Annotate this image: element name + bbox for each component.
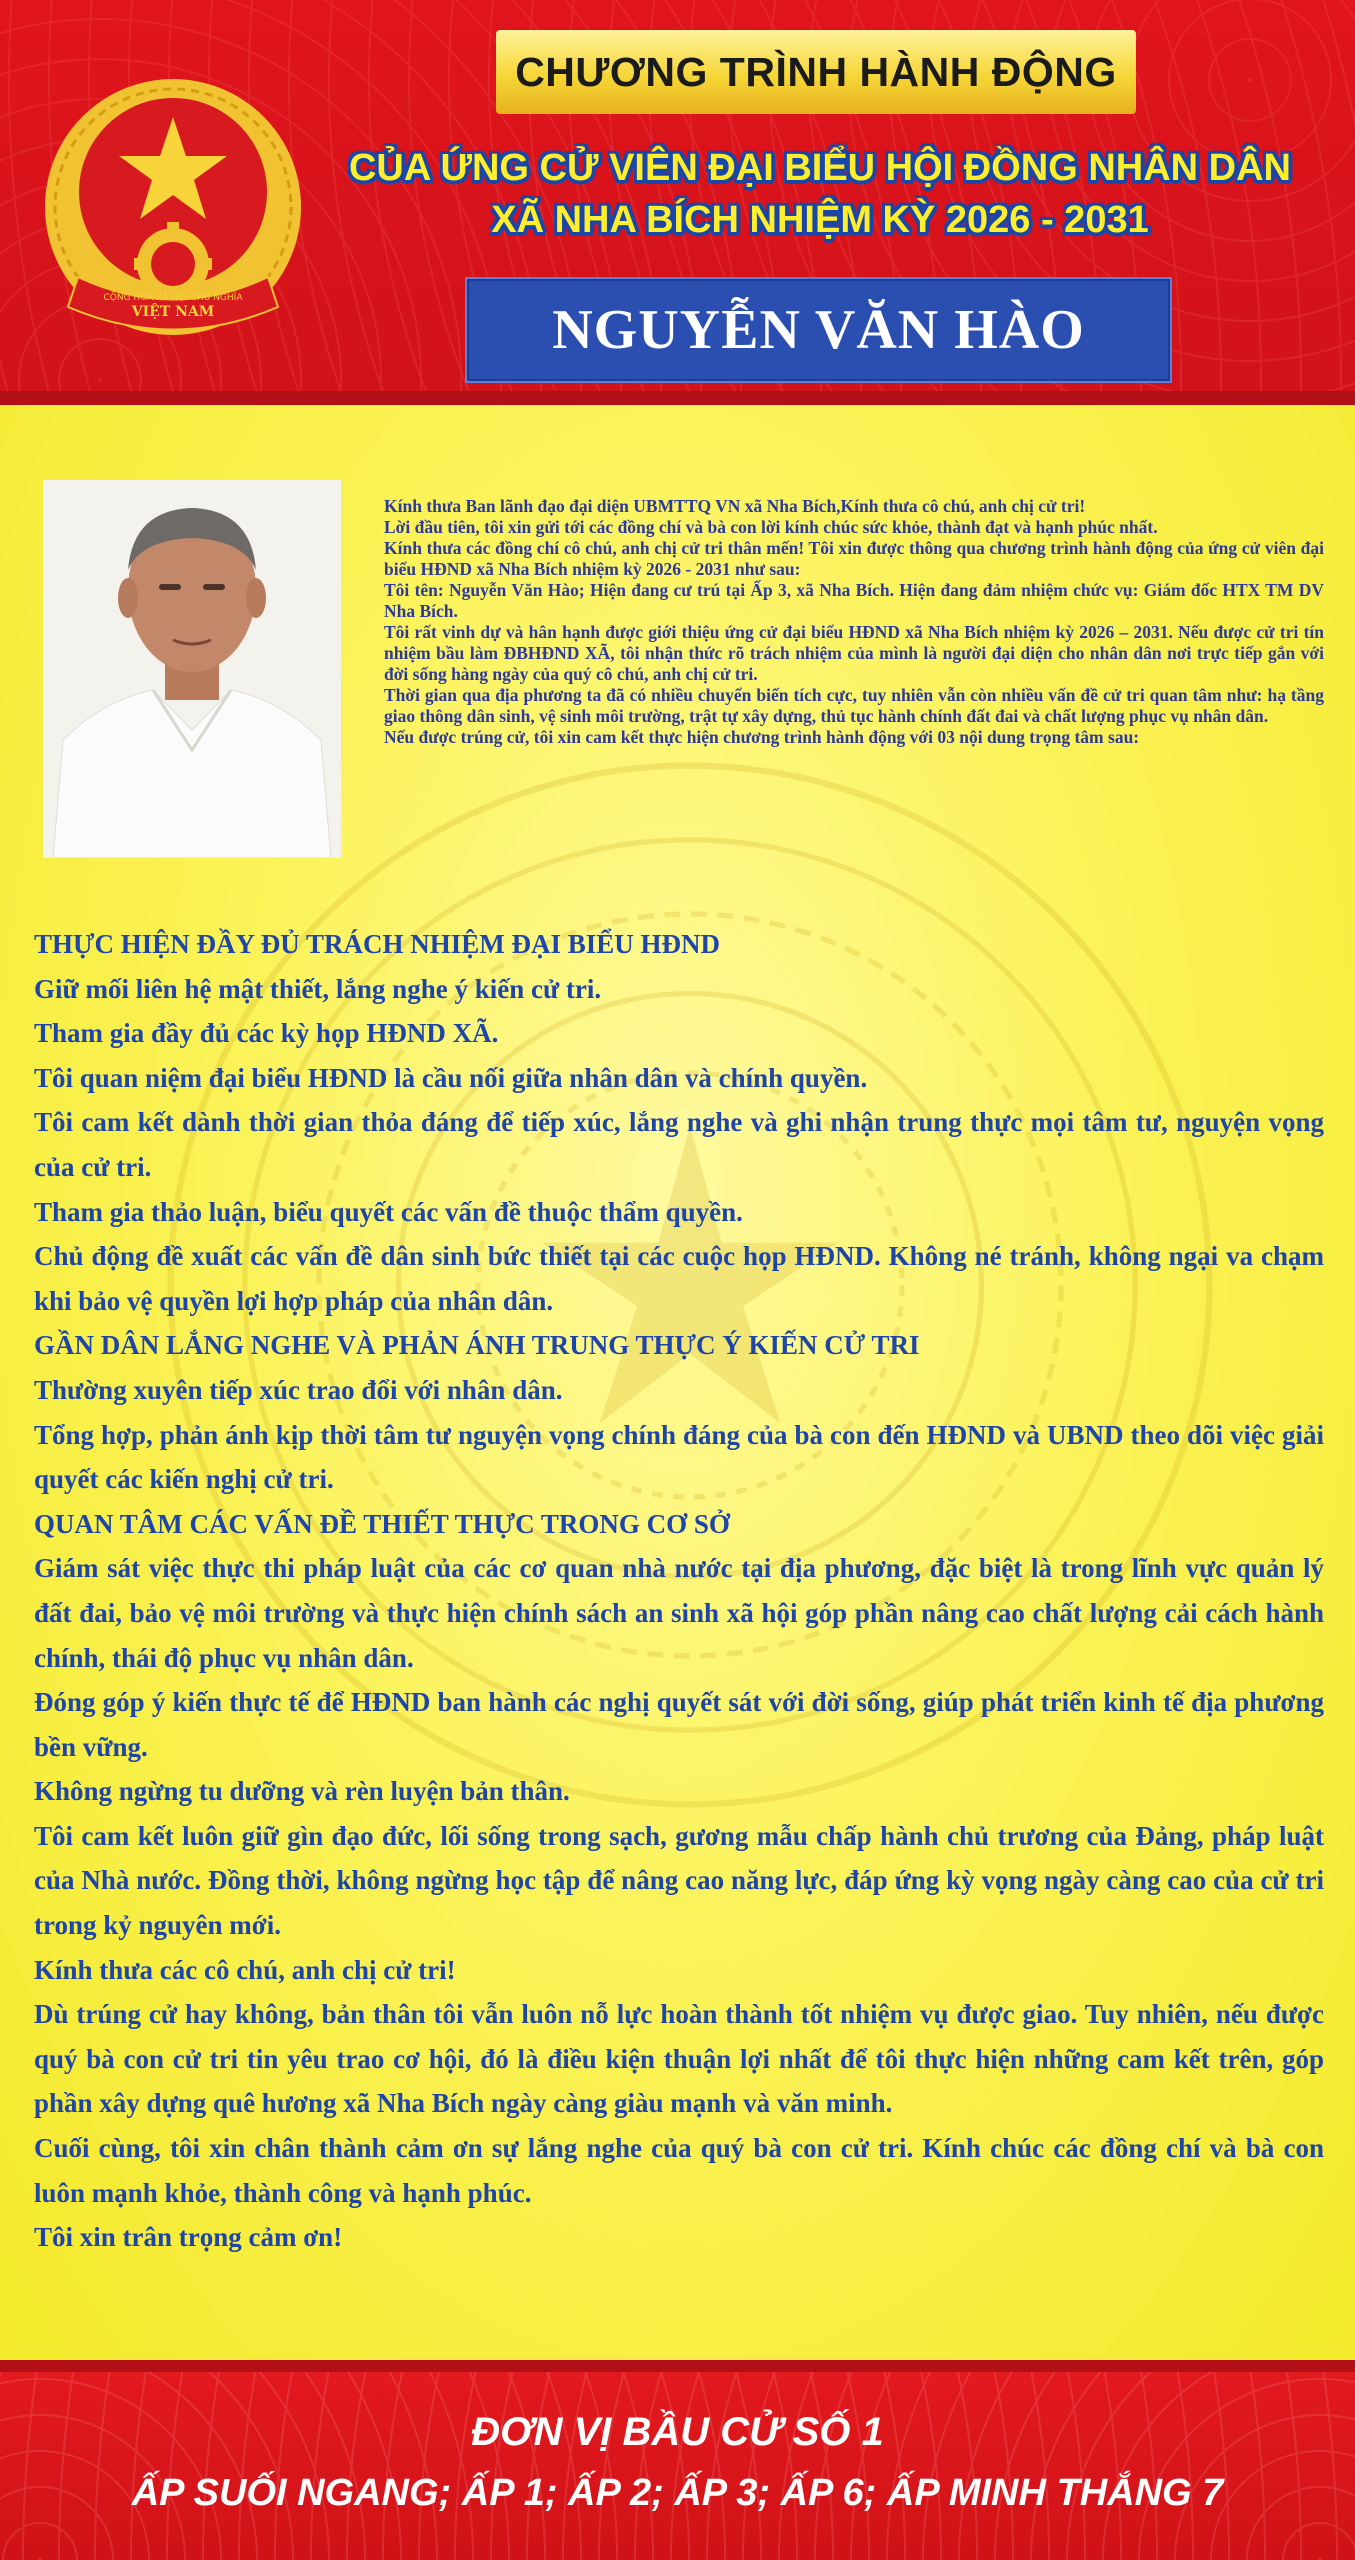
intro-paragraph: Thời gian qua địa phương ta đã có nhiều chuyển biến tích cực, tuy nhiên vẫn còn nhiều vấn đề cử tri quan tâm như: hạ tầng giao thông dân sinh, vệ sinh môi trường, trật tự xây dựng, thủ tục hành chính đất đai và chất lượng phục vụ nhân dân. bbox=[384, 685, 1324, 726]
emblem-ribbon-line2: VIỆT NAM bbox=[131, 304, 215, 320]
program-paragraph: Không ngừng tu dưỡng và rèn luyện bản thân. bbox=[34, 1776, 570, 1807]
program-paragraph: Đóng góp ý kiến thực tế để HĐND ban hành các nghị quyết sát với đời sống, giúp phát triển kinh tế địa phương bền vững. bbox=[34, 1687, 1324, 1762]
program-paragraph: Tôi quan niệm đại biểu HĐND là cầu nối giữa nhân dân và chính quyền. bbox=[34, 1062, 868, 1093]
electoral-unit-areas: ẤP SUỐI NGANG; ẤP 1; ẤP 2; ẤP 3; ẤP 6; ẤP MINH THẮNG 7 bbox=[131, 2472, 1224, 2514]
intro-paragraph: Kính thưa Ban lãnh đạo đại diện UBMTTQ VN xã Nha Bích,Kính thưa cô chú, anh chị cử tri! bbox=[384, 496, 1086, 516]
subtitle-line2: XÃ NHA BÍCH NHIỆM KỲ 2026 - 2031 bbox=[491, 199, 1149, 241]
national-emblem-icon bbox=[38, 72, 308, 342]
program-paragraph: Tôi cam kết dành thời gian thỏa đáng để tiếp xúc, lắng nghe và ghi nhận trung thực mọi tâm tư, nguyện vọng của cử tri. bbox=[34, 1107, 1324, 1182]
program-paragraph: Kính thưa các cô chú, anh chị cử tri! bbox=[34, 1954, 456, 1985]
program-paragraph: Giám sát việc thực thi pháp luật của các cơ quan nhà nước tại địa phương, đặc biệt là trong lĩnh vực quản lý đất đai, bảo vệ môi trường và thực hiện chính sách an sinh xã hội góp phần nâng cao chất lượng cải cách hành chính, thái độ phục vụ nhân dân. bbox=[34, 1553, 1324, 1673]
program-paragraph: Tham gia thảo luận, biểu quyết các vấn đề thuộc thẩm quyền. bbox=[34, 1196, 743, 1227]
page-title: CHƯƠNG TRÌNH HÀNH ĐỘNG bbox=[515, 48, 1117, 95]
program-paragraph: Tổng hợp, phản ánh kịp thời tâm tư nguyện vọng chính đáng của bà con đến HĐND và UBND theo dõi việc giải quyết các kiến nghị cử tri. bbox=[34, 1419, 1324, 1495]
intro-paragraph: Tôi tên: Nguyễn Văn Hào; Hiện đang cư trú tại Ấp 3, xã Nha Bích. Hiện đang đảm nhiệm chức vụ: Giám đốc HTX TM DV Nha Bích. bbox=[384, 580, 1324, 621]
action-program-text bbox=[34, 922, 1324, 2260]
header-divider bbox=[0, 391, 1355, 405]
program-paragraph: Chủ động đề xuất các vấn đề dân sinh bức thiết tại các cuộc họp HĐND. Không né tránh, không ngại va chạm khi bảo vệ quyền lợi hợp pháp của nhân dân. bbox=[34, 1241, 1324, 1316]
candidate-name: NGUYỄN VĂN HÀO bbox=[552, 299, 1085, 361]
program-paragraph: Thường xuyên tiếp xúc trao đổi với nhân dân. bbox=[34, 1374, 563, 1405]
subtitle-line1: CỦA ỨNG CỬ VIÊN ĐẠI BIỂU HỘI ĐỒNG NHÂN DÂN bbox=[348, 147, 1291, 189]
candidate-portrait bbox=[43, 480, 341, 858]
section-heading: THỰC HIỆN ĐẦY ĐỦ TRÁCH NHIỆM ĐẠI BIỂU HĐND bbox=[34, 929, 721, 959]
footer-pattern bbox=[0, 2360, 1355, 2560]
section-heading: QUAN TÂM CÁC VẤN ĐỀ THIẾT THỰC TRONG CƠ SỞ bbox=[34, 1508, 730, 1539]
title-box bbox=[496, 30, 1136, 114]
program-paragraph: Tham gia đầy đủ các kỳ họp HĐND XÃ. bbox=[34, 1018, 499, 1049]
program-paragraph: Giữ mối liên hệ mật thiết, lắng nghe ý kiến cử tri. bbox=[34, 973, 602, 1004]
program-paragraph: Dù trúng cử hay không, bản thân tôi vẫn luôn nỗ lực hoàn thành tốt nhiệm vụ được giao. Tuy nhiên, nếu được quý bà con cử tri tin yêu trao cơ hội, đó là điều kiện thuận lợi nhất để tôi thực hiện những cam kết trên, góp phần xây dựng quê hương xã Nha Bích ngày càng giàu mạnh và văn minh. bbox=[34, 1999, 1324, 2119]
portrait-photo-icon bbox=[43, 480, 341, 858]
emblem-ribbon-line1: CỘNG HÒA XÃ HỘI CHỦ NGHĨA bbox=[103, 293, 243, 303]
intro-paragraph: Kính thưa các đồng chí cô chú, anh chị cử tri thân mến! Tôi xin được thông qua chương trình hành động của ứng cử viên đại biểu HĐND xã Nha Bích nhiệm kỳ 2026 - 2031 như sau: bbox=[384, 538, 1324, 579]
intro-paragraph: Tôi rất vinh dự và hân hạnh được giới thiệu ứng cử đại biểu HĐND xã Nha Bích nhiệm kỳ 2026 – 2031. Nếu được cử tri tín nhiệm bầu làm ĐBHĐND XÃ, tôi nhận thức rõ trách nhiệm của mình là người đại diện cho nhân dân nơi trực tiếp gắn với đời sống hàng ngày của quý cô chú, anh chị cử tri. bbox=[384, 622, 1324, 684]
program-paragraph: Tôi cam kết luôn giữ gìn đạo đức, lối sống trong sạch, gương mẫu chấp hành chủ trương của Đảng, pháp luật của Nhà nước. Đồng thời, không ngừng học tập để nâng cao năng lực, đáp ứng kỳ vọng ngày càng cao của cử tri trong kỷ nguyên mới. bbox=[34, 1820, 1324, 1941]
footer-banner bbox=[0, 2360, 1355, 2560]
intro-paragraph: Lời đầu tiên, tôi xin gửi tới các đồng chí và bà con lời kính chúc sức khỏe, thành đạt và hạnh phúc nhất. bbox=[384, 517, 1158, 537]
header-banner bbox=[0, 0, 1355, 405]
program-paragraph: Tôi xin trân trọng cảm ơn! bbox=[34, 2222, 343, 2253]
footer-divider bbox=[0, 2360, 1355, 2372]
electoral-unit-title: ĐƠN VỊ BẦU CỬ SỐ 1 bbox=[471, 2410, 884, 2454]
program-paragraph: Cuối cùng, tôi xin chân thành cảm ơn sự lắng nghe của quý bà con cử tri. Kính chúc các đồng chí và bà con luôn mạnh khỏe, thành công và hạnh phúc. bbox=[34, 2133, 1324, 2208]
section-heading: GẦN DÂN LẮNG NGHE VÀ PHẢN ÁNH TRUNG THỰC Ý KIẾN CỬ TRI bbox=[34, 1330, 920, 1361]
intro-paragraph: Nếu được trúng cử, tôi xin cam kết thực hiện chương trình hành động với 03 nội dung trọng tâm sau: bbox=[384, 727, 1140, 747]
subtitle bbox=[320, 142, 1320, 246]
candidate-name-box bbox=[465, 277, 1172, 383]
intro-text bbox=[384, 496, 1324, 748]
